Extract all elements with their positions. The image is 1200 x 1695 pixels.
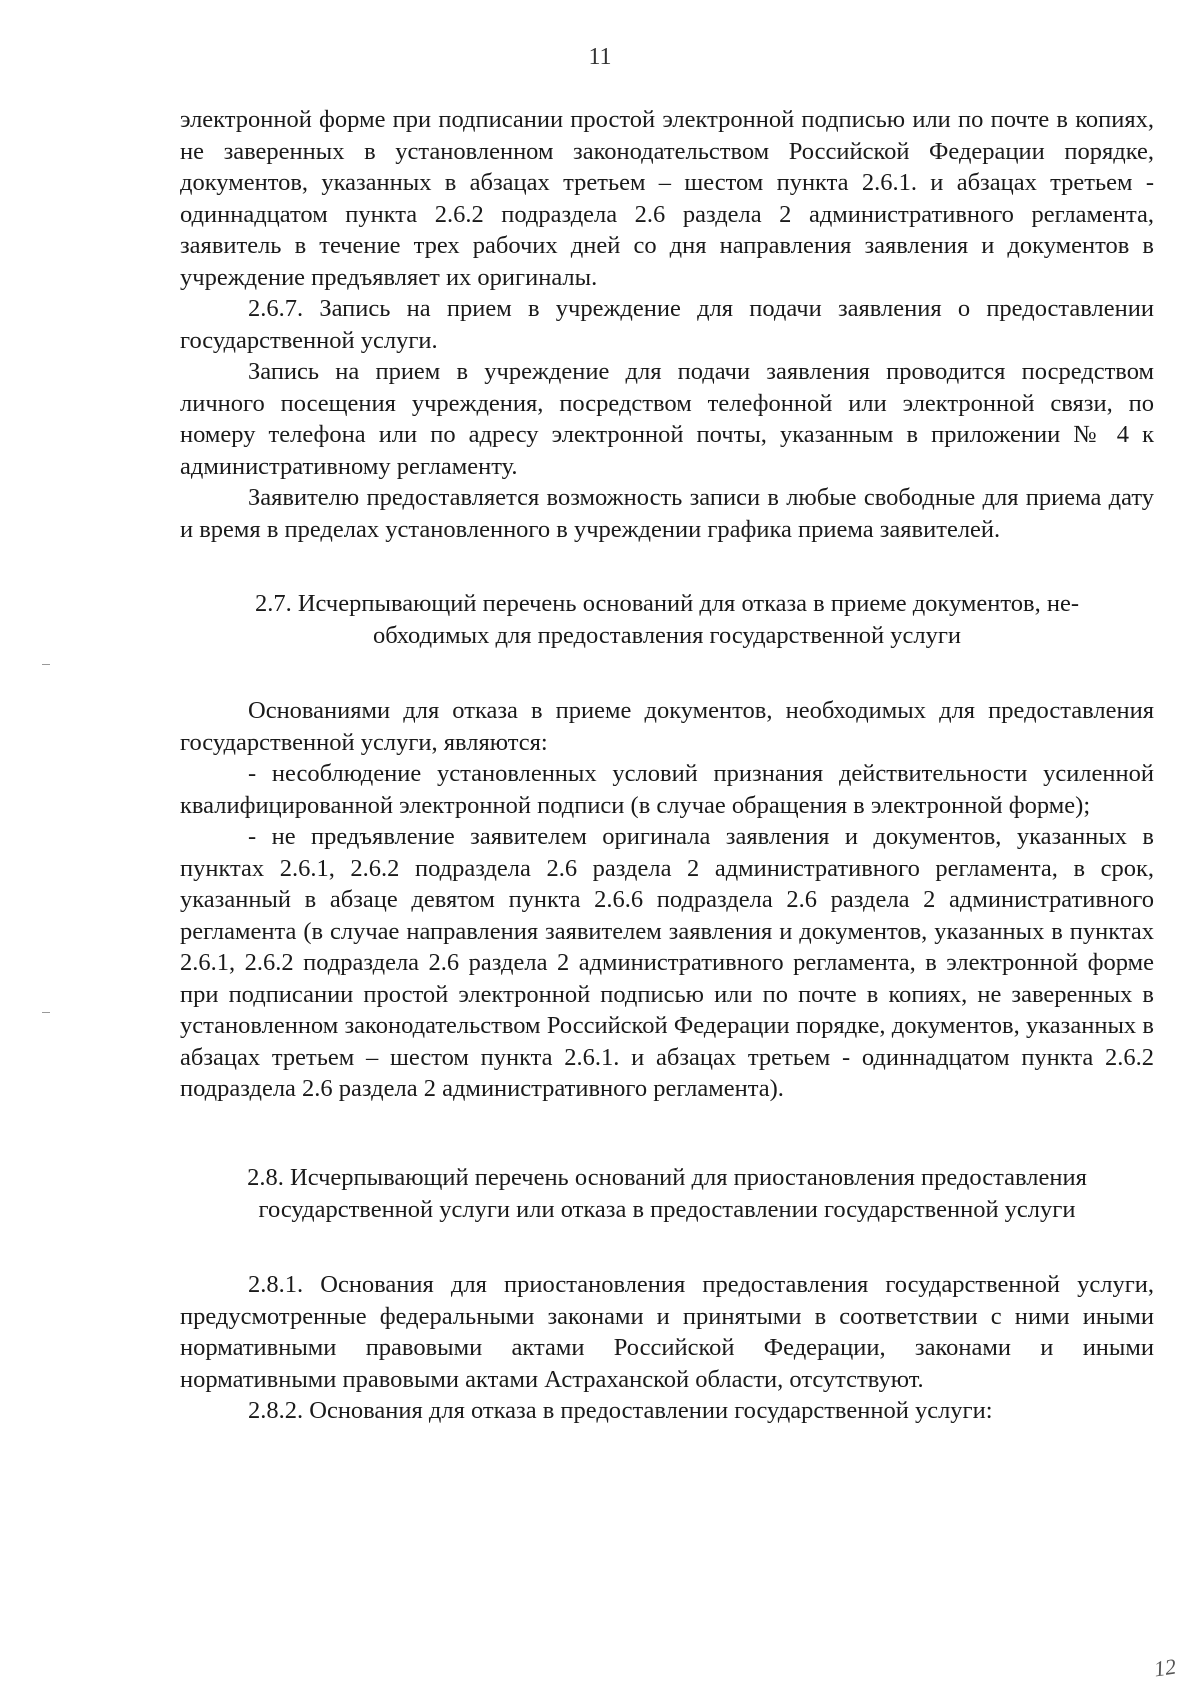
paragraph-grounds-item-1: - несоблюдение установленных условий признания действительности усиленной квалифицированной электронной подписи (в случае обращения в электронной форме); [180,760,1154,819]
paragraph-2-8-2: 2.8.2. Основания для отказа в предоставлении государственной услуги: [248,1397,993,1424]
body-upper [180,104,1154,545]
paragraph-appointment: Запись на прием в учреждение для подачи заявления проводится посредством личного посещения учреждения, посредством телефонной или электронной связи, по номеру телефона или по адресу электронной почты, указанным в приложении № 4 к административному регламенту. [180,358,1154,480]
paragraph-2-6-7: 2.6.7. Запись на прием в учреждение для подачи заявления о предоставлении государственной услуги. [180,295,1154,354]
margin-mark [42,1012,50,1013]
paragraph-2-8-1: 2.8.1. Основания для приостановления предоставления государственной услуги, предусмотренные федеральными законами и принятыми в соответствии с ними иными нормативными правовыми актами Российской Федерации, законами и иными нормативными правовыми актами Астраханской области, отсутствуют. [180,1271,1154,1393]
heading-2-7-line1: 2.7. Исчерпывающий перечень оснований для отказа в приеме документов, не- [254,590,1080,617]
paragraph-grounds-item-2: - не предъявление заявителем оригинала заявления и документов, указанных в пунктах 2.6.1, 2.6.2 подраздела 2.6 раздела 2 административного регламента, в срок, указанный в абзаце девятом пункта 2.6.6 подраздела 2.6 раздела 2 административного регламента (в случае направления заявителем заявления и документов, указанных в пунктах 2.6.1, 2.6.2 подраздела 2.6 раздела 2 административного регламента, в электронной форме при подписании простой электронной подписью или по почте в копиях, не заверенных в установленном законодательством Российской Федерации порядке, документов, указанных в абзацах третьем – шестом пункта 2.6.1. и абзацах третьем - одиннадцатом пункта 2.6.2 подраздела 2.6 раздела 2 административного регламента). [180,823,1154,1102]
heading-2-8-line1: 2.8. Исчерпывающий перечень оснований для приостановления предоставления [247,1164,1087,1191]
paragraph-grounds-intro: Основаниями для отказа в приеме документов, необходимых для предоставления государственной услуги, являются: [180,697,1154,756]
margin-mark [42,664,50,665]
paragraph-continuation: электронной форме при подписании простой электронной подписью или по почте в копиях, не заверенных в установленном законодательством Российской Федерации порядке, документов, указанных в абзацах третьем – шестом пункта 2.6.1. и абзацах третьем - одиннадцатом пункта 2.6.2 подраздела 2.6 раздела 2 административного регламента, заявитель в течение трех рабочих дней со дня направления заявления и документов в учреждение предъявляет их оригиналы. [180,106,1154,291]
page-number: 11 [588,44,612,70]
section-2-7 [180,588,1154,1105]
heading-2-7-line2: обходимых для предоставления государственной услуги [372,621,962,649]
paragraph-any-time: Заявителю предоставляется возможность записи в любые свободные для приема дату и время в пределах установленного в учреждении графика приема заявителей. [180,484,1154,543]
handwritten-page-mark: 12 [1152,1653,1178,1682]
section-2-8 [180,1162,1154,1427]
heading-2-8-line2: государственной услуги или отказа в предоставлении государственной услуги [258,1195,1076,1223]
